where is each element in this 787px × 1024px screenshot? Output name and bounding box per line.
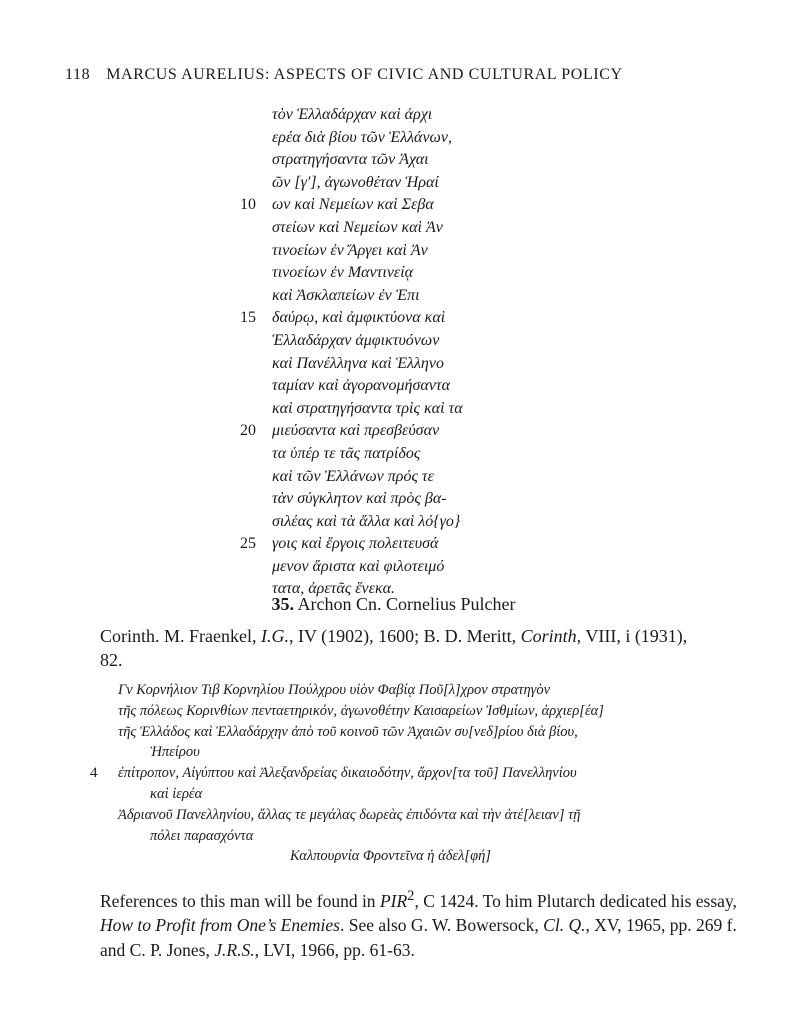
inscription-text: Γν Κορνήλιον Τιβ Κορνηλίου Πούλχρου υἱὸν Φαβίᾳ Ποῦ[λ]χρον στρατηγὸν <box>118 682 551 698</box>
line-number: 25 <box>240 535 256 553</box>
inscription-text: καὶ τῶν Ἑλλάνων πρός τε <box>272 467 434 485</box>
inscription-text: ἐπίτροπον, Αἰγύπτου καὶ Ἀλεξανδρείας δικαιοδότην, ἄρχον[τα τοῦ] Πανελληνίου <box>118 765 577 782</box>
inscription-text: τὸν Ἑλλαδάρχαν καὶ ἀρχι <box>272 106 433 123</box>
inscription-text: πόλει παρασχόντα <box>150 827 254 844</box>
inscription-text: τα ὑπέρ τε τᾶς πατρίδος <box>272 444 421 462</box>
inscription-line <box>90 722 730 743</box>
inscription-text: ταμίαν καὶ ἀγορανομήσαντα <box>272 377 450 395</box>
references-citation: PIR <box>379 890 408 911</box>
references-citation: Cl. Q. <box>543 915 586 936</box>
references-text: . See also G. W. Bowersock, <box>339 915 544 936</box>
inscription-text: τινοείων ἐν Ἄργει καὶ Ἀν <box>272 241 428 259</box>
inscription-text: γοις καὶ ἔργοις πολειτευσά <box>272 535 439 553</box>
inscription-line <box>90 680 730 701</box>
entry-heading <box>0 594 787 615</box>
page-number: 118 <box>65 66 91 83</box>
line-number: 10 <box>240 196 256 214</box>
inscription-block-2 <box>90 680 730 867</box>
inscription-text: Καλπουρνία Φροντεῖνα ἡ ἀδελ[φή] <box>290 848 491 865</box>
bibliography-citation: I.G. <box>260 626 289 646</box>
inscription-line <box>90 763 730 784</box>
inscription-text: Ἠπείρου <box>150 744 200 761</box>
inscription-line <box>90 826 730 847</box>
line-number: 15 <box>240 309 256 327</box>
running-title: MARCUS AURELIUS: ASPECTS OF CIVIC AND CULTURAL POLICY <box>106 66 623 83</box>
references-citation: J.R.S. <box>214 939 255 960</box>
references-text: , LVI, 1966, pp. 61-63. <box>254 939 415 960</box>
references-superscript: 2 <box>407 888 415 904</box>
inscription-text: τατα, ἀρετᾶς ἕνεκα. <box>272 580 396 598</box>
inscription-line <box>90 742 730 763</box>
bibliography-text: , IV (1902), 1600; B. D. Meritt, <box>288 626 521 646</box>
references-paragraph <box>100 884 740 962</box>
page-header <box>65 66 745 84</box>
inscription-text: σιλέας καὶ τὰ ἄλλα καὶ λό{γο} <box>272 512 461 530</box>
references-work-title: How to Profit from One’s Enemies <box>100 915 340 936</box>
inscription-line <box>90 805 730 826</box>
dedicator-line <box>90 846 730 867</box>
inscription-line <box>90 784 730 805</box>
inscription-text: ῶν [γ′], ἀγωνοθέταν Ἡραί <box>272 173 439 191</box>
inscription-text: δαύρῳ, καὶ ἀμφικτύονα καὶ <box>272 309 446 327</box>
references-text: , C 1424. To him Plutarch dedicated his essay, <box>414 890 737 911</box>
references-text: References to this man will be found in <box>100 890 380 911</box>
line-number: 4 <box>90 765 98 782</box>
inscription-text: στείων καὶ Νεμείων καὶ Ἀν <box>272 218 443 236</box>
inscription-text: τινοείων ἐν Μαντινείᾳ <box>272 264 414 282</box>
references-text: , XV, 1965, pp. 269 f. and C. P. Jones, <box>100 915 737 960</box>
inscription-text: μενον ἄριστα καὶ φιλοτειμό <box>272 557 445 575</box>
entry-title: Archon Cn. Cornelius Pulcher <box>297 594 516 614</box>
inscription-line <box>90 701 730 722</box>
bibliography-citation: Corinth <box>520 626 577 646</box>
inscription-text: μιεύσαντα καὶ πρεσβεύσαν <box>272 422 440 440</box>
inscription-text: τὰν σύγκλητον καὶ πρὸς βα- <box>272 490 447 508</box>
inscription-text: ων καὶ Νεμείων καὶ Σεβα <box>272 196 434 214</box>
entry-number: 35. <box>271 594 294 614</box>
inscription-text: καὶ Πανέλληνα καὶ Ἑλληνο <box>272 354 444 372</box>
inscription-text: Ἀδριανοῦ Πανελληνίου, ἄλλας τε μεγάλας δωρεὰς ἐπιδόντα καὶ τὴν ἀτέ[λειαν] τῇ <box>118 806 581 823</box>
bibliography-paragraph <box>100 624 710 672</box>
inscription-text: καὶ στρατηγήσαντα τρὶς καὶ τα <box>272 399 463 417</box>
inscription-text: Ἑλλαδάρχαν ἀμφικτυόνων <box>272 331 440 349</box>
inscription-text: στρατηγήσαντα τῶν Ἀχαι <box>272 151 429 169</box>
inscription-text: τῆς πόλεως Κορινθίων πενταετηρικόν, ἀγωνοθέτην Καισαρείων Ἰσθμίων, ἀρχιερ[έα] <box>118 702 604 719</box>
inscription-text: καὶ ἱερέα <box>150 785 203 802</box>
bibliography-text: Corinth. M. Fraenkel, <box>100 626 261 646</box>
inscription-text: τῆς Ἑλλάδος καὶ Ἑλλαδάρχην ἀπὸ τοῦ κοινοῦ τῶν Ἀχαιῶν συ[νεδ]ρίου διὰ βίου, <box>118 723 578 740</box>
inscription-text: καὶ Ἀσκλαπείων ἐν Ἐπι <box>272 286 420 304</box>
inscription-text: ερέα διὰ βίου τῶν Ἑλλάνων, <box>272 128 452 146</box>
bibliography-text: , VIII, i (1931), 82. <box>100 626 688 670</box>
line-number: 20 <box>240 422 256 440</box>
